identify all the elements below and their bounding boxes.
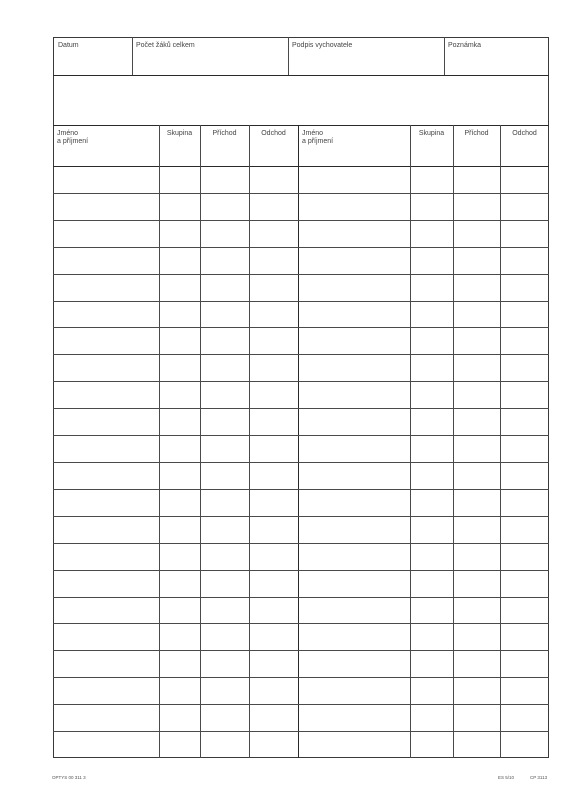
table-row-line: [53, 381, 549, 382]
column-header-divider: [53, 166, 549, 167]
table-row-line: [53, 704, 549, 705]
left-arrival-header: Příchod: [212, 130, 237, 137]
table-row-line: [53, 489, 549, 490]
table-row-line: [53, 193, 549, 194]
header-field-divider: [444, 37, 445, 75]
right-name-header-line1: Jméno: [302, 130, 324, 137]
table-row-line: [53, 274, 549, 275]
table-row-line: [53, 408, 549, 409]
table-row-line: [53, 220, 549, 221]
table-row-line: [53, 462, 549, 463]
date-label: Datum: [58, 42, 79, 49]
table-row-line: [53, 435, 549, 436]
header-row-divider: [53, 75, 549, 76]
left-name-header-line1: Jméno: [57, 130, 79, 137]
table-row-line: [53, 543, 549, 544]
table-row-line: [53, 570, 549, 571]
signature-label: Podpis vychovatele: [292, 42, 353, 49]
table-row-line: [53, 516, 549, 517]
table-row-line: [53, 247, 549, 248]
blank-band-divider: [53, 125, 549, 126]
left-departure-header: Odchod: [261, 130, 286, 137]
right-departure-header: Odchod: [512, 130, 537, 137]
footer-right-code-1: ES 5/10: [498, 775, 515, 780]
right-group-header: Skupina: [418, 130, 445, 137]
header-field-divider: [288, 37, 289, 75]
table-row-line: [53, 301, 549, 302]
table-row-line: [53, 623, 549, 624]
right-name-header-line2: a příjmení: [302, 138, 334, 145]
header-field-divider: [132, 37, 133, 75]
left-name-header-line2: a příjmení: [57, 138, 89, 145]
note-label: Poznámka: [448, 42, 482, 49]
footer-left-code: OPTYS 00 311 3: [52, 775, 86, 780]
table-row-line: [53, 597, 549, 598]
table-row-line: [53, 731, 549, 732]
table-row-line: [53, 677, 549, 678]
footer-right-code-2: CP 3113: [530, 775, 548, 780]
table-row-line: [53, 327, 549, 328]
table-row-line: [53, 650, 549, 651]
table-row-line: [53, 354, 549, 355]
pupil-count-label: Počet žáků celkem: [136, 42, 195, 49]
right-arrival-header: Příchod: [464, 130, 489, 137]
left-group-header: Skupina: [166, 130, 193, 137]
